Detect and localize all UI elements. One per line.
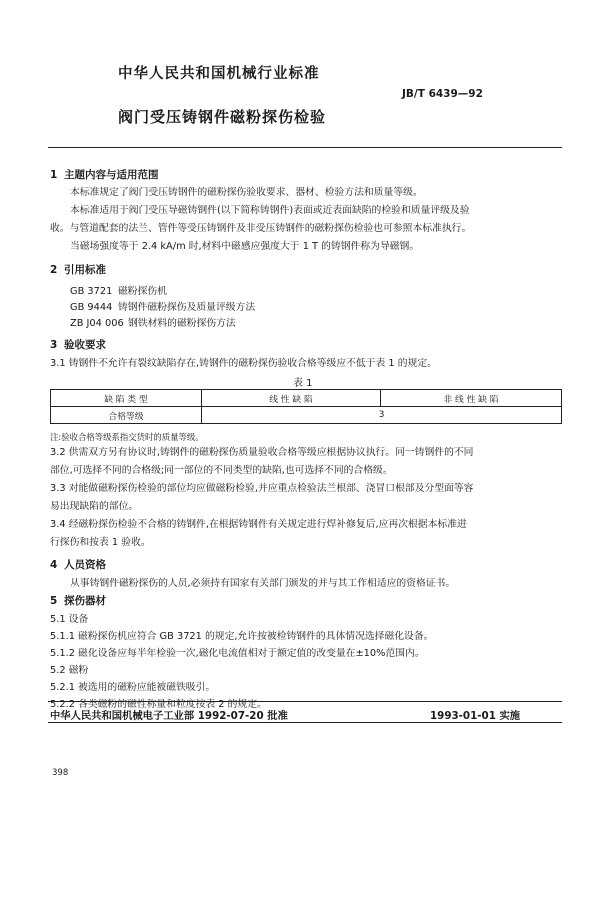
- table-header-cell: 线 性 缺 陷: [202, 390, 381, 407]
- approval-statement: 中华人民共和国机械电子工业部 1992-07-20 批准: [50, 710, 288, 722]
- clause-3-2-cont: 部位,可选择不同的合格级;同一部位的不同类型的缺陷,也可选择不同的合格级。: [50, 465, 393, 476]
- reference-code: GB 9444: [70, 302, 113, 313]
- section-4-heading: 4 人员资格: [50, 559, 106, 571]
- reference-item: [70, 283, 167, 297]
- section-5-heading: 5 探伤器材: [50, 595, 106, 607]
- clause-3-3-cont: 易出现缺陷的部位。: [50, 501, 139, 512]
- section-1-paragraph-1: 本标准规定了阀门受压铸钢件的磁粉探伤验收要求、器材、检验方法和质量等级。: [70, 187, 423, 198]
- table-1: [50, 389, 562, 424]
- section-3-heading: 3 验收要求: [50, 339, 106, 351]
- table-header-cell: 缺 陷 类 型: [51, 390, 202, 407]
- section-1-paragraph-3: 当磁场强度等于 2.4 kA/m 时,材料中磁感应强度大于 1 T 的铸钢件称为导磁钢。: [70, 241, 420, 252]
- section-1-paragraph-2-cont: 收。与管道配套的法兰、管件等受压铸钢件及非受压铸钢件的磁粉探伤检验也可参照本标准执行。: [50, 223, 472, 234]
- document-title: 阀门受压铸钢件磁粉探伤检验: [118, 108, 327, 126]
- clause-5-2-2-line: 5.2.2 各类磁粉的磁性称量和粒度按表 2 的规定。: [50, 699, 267, 710]
- clause-5-1-1: 5.1.1 磁粉探伤机应符合 GB 3721 的规定,允许按被检铸钢件的具体情况选择磁化设备。: [50, 631, 434, 642]
- effective-date: 1993-01-01 实施: [430, 710, 521, 722]
- table-header-cell: 非 线 性 缺 陷: [381, 390, 562, 407]
- clause-5-1-2: 5.1.2 磁化设备应每半年检验一次,磁化电流值相对于额定值的改变量在±10%范围内。: [50, 648, 425, 659]
- section-1-paragraph-2: 本标准适用于阀门受压导磁铸钢件(以下简称铸钢件)表面或近表面缺陷的检验和质量评级及验: [70, 205, 470, 216]
- table-note: 注:验收合格等级系指交货时的质量等级。: [50, 432, 204, 442]
- clause-5-2: 5.2 磁粉: [50, 665, 89, 676]
- footer-bottom-divider: [48, 722, 562, 723]
- section-1-heading: 1 主题内容与适用范围: [50, 169, 159, 181]
- section-4-paragraph: 从事铸钢件磁粉探伤的人员,必须持有国家有关部门颁发的并与其工作相适应的资格证书。: [70, 578, 456, 589]
- clause-3-2: 3.2 供需双方另有协议时,铸钢件的磁粉探伤质量验收合格等级应根据协议执行。同一铸钢件的不同: [50, 447, 474, 458]
- reference-name: 铸钢件磁粉探伤及质量评级方法: [118, 302, 256, 313]
- reference-code: ZB J04 006: [70, 318, 124, 329]
- reference-name: 磁粉探伤机: [118, 286, 167, 297]
- standard-code: JB/T 6439—92: [402, 88, 483, 100]
- clause-3-3: 3.3 对能做磁粉探伤检验的部位均应做磁粉检验,并应重点检验法兰根部、浇冒口根部及分型面等容: [50, 483, 474, 494]
- header-divider: [48, 147, 562, 148]
- page-number: 398: [52, 768, 69, 778]
- reference-item: [70, 315, 236, 329]
- clause-3-1: 3.1 铸钢件不允许有裂纹缺陷存在,铸钢件的磁粉探伤验收合格等级应不低于表 1 的规定。: [50, 358, 437, 369]
- table-row-label: 合格等级: [51, 407, 202, 424]
- reference-item: [70, 299, 255, 313]
- clause-5-2-1: 5.2.1 被选用的磁粉应能被磁铁吸引。: [50, 682, 216, 693]
- reference-name: 钢铁材料的磁粉探伤方法: [128, 318, 236, 329]
- standard-org-title: 中华人民共和国机械行业标准: [118, 66, 320, 82]
- table-cell-grade: 3: [202, 407, 562, 424]
- table-header-row: [51, 390, 562, 407]
- reference-code: GB 3721: [70, 286, 113, 297]
- clause-3-4: 3.4 经磁粉探伤检验不合格的铸钢件,在根据铸钢件有关规定进行焊补修复后,应再次根据本标准进: [50, 519, 467, 530]
- section-2-heading: 2 引用标准: [50, 264, 106, 276]
- clause-3-4-cont: 行探伤和按表 1 验收。: [50, 537, 151, 548]
- table-1-caption: 表 1: [293, 378, 313, 389]
- clause-5-1: 5.1 设备: [50, 614, 89, 625]
- table-row: [51, 407, 562, 424]
